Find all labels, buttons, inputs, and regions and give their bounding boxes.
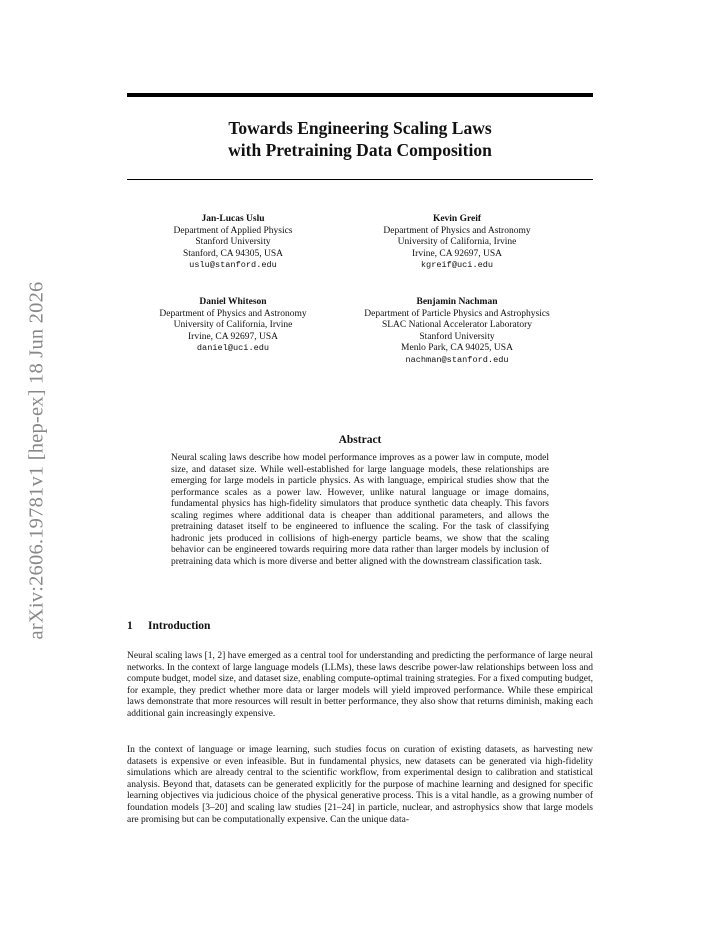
author-email[interactable]: kgreif@uci.edu <box>420 260 494 271</box>
author-address: Stanford, CA 94305, USA <box>182 248 284 259</box>
arxiv-stamp-text: arXiv:2606.19781v1 [hep-ex] 18 Jun 2026 <box>25 281 48 639</box>
author-affiliation: Department of Physics and Astronomy <box>383 225 531 236</box>
author-block-whiteson <box>136 297 330 355</box>
author-affiliation: Department of Particle Physics and Astrophysics <box>364 308 550 319</box>
title-bottom-rule <box>127 179 593 180</box>
author-affiliation: Department of Applied Physics <box>173 225 293 236</box>
abstract-heading: Abstract <box>338 434 382 446</box>
intro-paragraph-1: Neural scaling laws [1, 2] have emerged as a central tool for understanding and predicting the performance of large neural networks. In the context of large language models (LLMs), these laws describe power-law relationships between loss and compute budget, model size, and dataset size, enabling compute-optimal training strategies. For a fixed computing budget, for example, they predict whether more data or larger models will yield improved performance. While these empirical laws demonstrate that more resources will result in better performance, they also show that returns diminish, making each additional gain increasingly expensive. <box>127 651 593 719</box>
paper-title <box>127 117 593 161</box>
author-affiliation: University of California, Irvine <box>173 320 293 331</box>
title-line-2: with Pretraining Data Composition <box>228 140 492 160</box>
author-name: Benjamin Nachman <box>416 297 498 307</box>
author-affiliation: Stanford University <box>419 331 495 342</box>
author-name: Daniel Whiteson <box>199 297 267 307</box>
section-number: 1 <box>127 620 133 632</box>
author-address: Menlo Park, CA 94025, USA <box>401 343 513 354</box>
intro-paragraph-2: In the context of language or image learning, such studies focus on curation of existing datasets, as harvesting new datasets is expensive or even infeasible. But in fundamental physics, new datasets can be generated via high-fidelity simulations which are already central to the scientific workflow, from experimental design to calibration and statistical analysis. Beyond that, datasets can be generated explicitly for the purpose of machine learning and designed for specific learning objectives via judicious choice of the physical generative process. This is a vital handle, as a growing number of foundation models [3–20] and scaling law studies [21–24] in particle, nuclear, and astrophysics show that large models are promising but can be computationally expensive. Can the unique data- <box>127 745 593 825</box>
author-block-nachman <box>338 297 576 367</box>
author-block-uslu <box>148 214 318 272</box>
author-affiliation: Department of Physics and Astronomy <box>159 308 307 319</box>
author-block-greif <box>352 214 562 272</box>
section-heading-introduction <box>127 620 210 632</box>
arxiv-identifier-stamp <box>17 260 57 660</box>
title-line-1: Towards Engineering Scaling Laws <box>228 118 492 138</box>
author-address: Irvine, CA 92697, USA <box>412 248 502 259</box>
author-name: Jan-Lucas Uslu <box>201 214 265 224</box>
author-affiliation: University of California, Irvine <box>397 237 517 248</box>
abstract-text: Neural scaling laws describe how model performance improves as a power law in compute, model size, and dataset size. While well-established for large language models, these relationships are emerging for large models in particle physics. As with language, empirical studies show that the performance scales as a power law. However, unlike natural language or image domains, fundamental physics has high-fidelity simulators that produce synthetic data cheaply. This favors scaling regimes where additional data is cheaper than additional parameters, and allows the pretraining dataset itself to be engineered to influence the scaling. For the task of classifying hadronic jets produced in collisions of high-energy particle beams, we show that the scaling behavior can be engineered towards requiring more data rather than larger models by inclusion of pretraining data which is more diverse and better aligned with the downstream classification task. <box>171 453 549 567</box>
author-name: Kevin Greif <box>432 214 482 224</box>
author-email[interactable]: uslu@stanford.edu <box>189 260 277 271</box>
author-affiliation: Stanford University <box>195 237 271 248</box>
section-title: Introduction <box>148 620 211 632</box>
author-affiliation: SLAC National Accelerator Laboratory <box>381 320 533 331</box>
title-top-rule <box>127 93 593 97</box>
author-address: Irvine, CA 92697, USA <box>188 331 278 342</box>
author-email[interactable]: nachman@stanford.edu <box>405 354 509 365</box>
author-email[interactable]: daniel@uci.edu <box>196 343 270 354</box>
